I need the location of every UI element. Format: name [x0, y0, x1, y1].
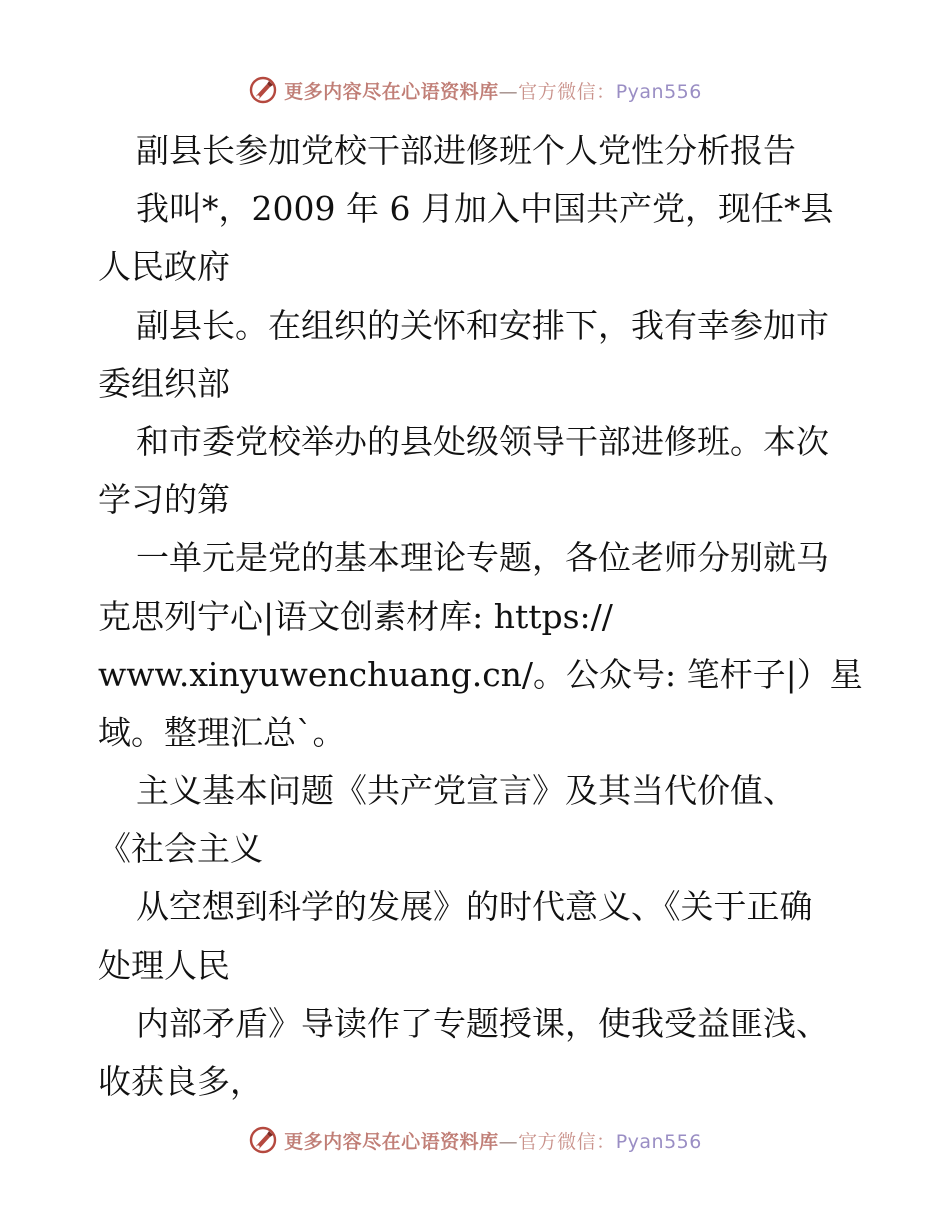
- watermark-text: [284, 1127, 702, 1154]
- document-body: [98, 122, 863, 1111]
- document-line: 收获良多，: [98, 1062, 263, 1101]
- document-line: 内部矛盾》导读作了专题授课，使我受益匪浅、: [136, 1003, 829, 1043]
- document-line: 域。整理汇总`。: [98, 712, 346, 752]
- document-line: 一单元是党的基本理论专题，各位老师分别就马: [136, 538, 829, 578]
- pen-seal-icon: [248, 1125, 278, 1155]
- document-line: 主义基本问题《共产党宣言》及其当代价值、: [136, 771, 796, 811]
- watermark-banner-top: [0, 72, 950, 108]
- document-line: 学习的第: [98, 480, 230, 520]
- document-title: 副县长参加党校干部进修班个人党性分析报告: [136, 131, 796, 170]
- pen-seal-icon: [248, 75, 278, 105]
- document-line: 克思列宁心|语文创素材库: https://: [98, 596, 613, 636]
- document-line: 从空想到科学的发展》的时代意义、《关于正确: [136, 887, 813, 927]
- document-paragraphs: [98, 180, 863, 1111]
- document-line: 和市委党校举办的县处级领导干部进修班。本次: [136, 421, 829, 461]
- watermark-separator: —: [498, 1130, 519, 1153]
- watermark-wechat-label: 官方微信：: [518, 1130, 616, 1153]
- document-line: 人民政府: [98, 247, 230, 287]
- document-line: 处理人民: [98, 945, 230, 985]
- document-line: 副县长。在组织的关怀和安排下，我有幸参加市: [136, 305, 829, 345]
- watermark-brand: 更多内容尽在心语资料库: [284, 1130, 499, 1153]
- watermark-wechat-id: Pyan556: [615, 80, 702, 103]
- document-line: 委组织部: [98, 363, 230, 403]
- document-line: 《社会主义: [98, 829, 263, 869]
- document-line: www.xinyuwenchuang.cn/。公众号: 笔杆子|）星: [98, 654, 863, 694]
- watermark-text: [284, 77, 702, 104]
- watermark-wechat-id: Pyan556: [615, 1130, 702, 1153]
- watermark-banner-bottom: [0, 1122, 950, 1158]
- watermark-brand: 更多内容尽在心语资料库: [284, 80, 499, 103]
- watermark-separator: —: [498, 80, 519, 103]
- document-line: 我叫*，2009 年 6 月加入中国共产党，现任*县: [136, 189, 834, 229]
- watermark-wechat-label: 官方微信：: [518, 80, 616, 103]
